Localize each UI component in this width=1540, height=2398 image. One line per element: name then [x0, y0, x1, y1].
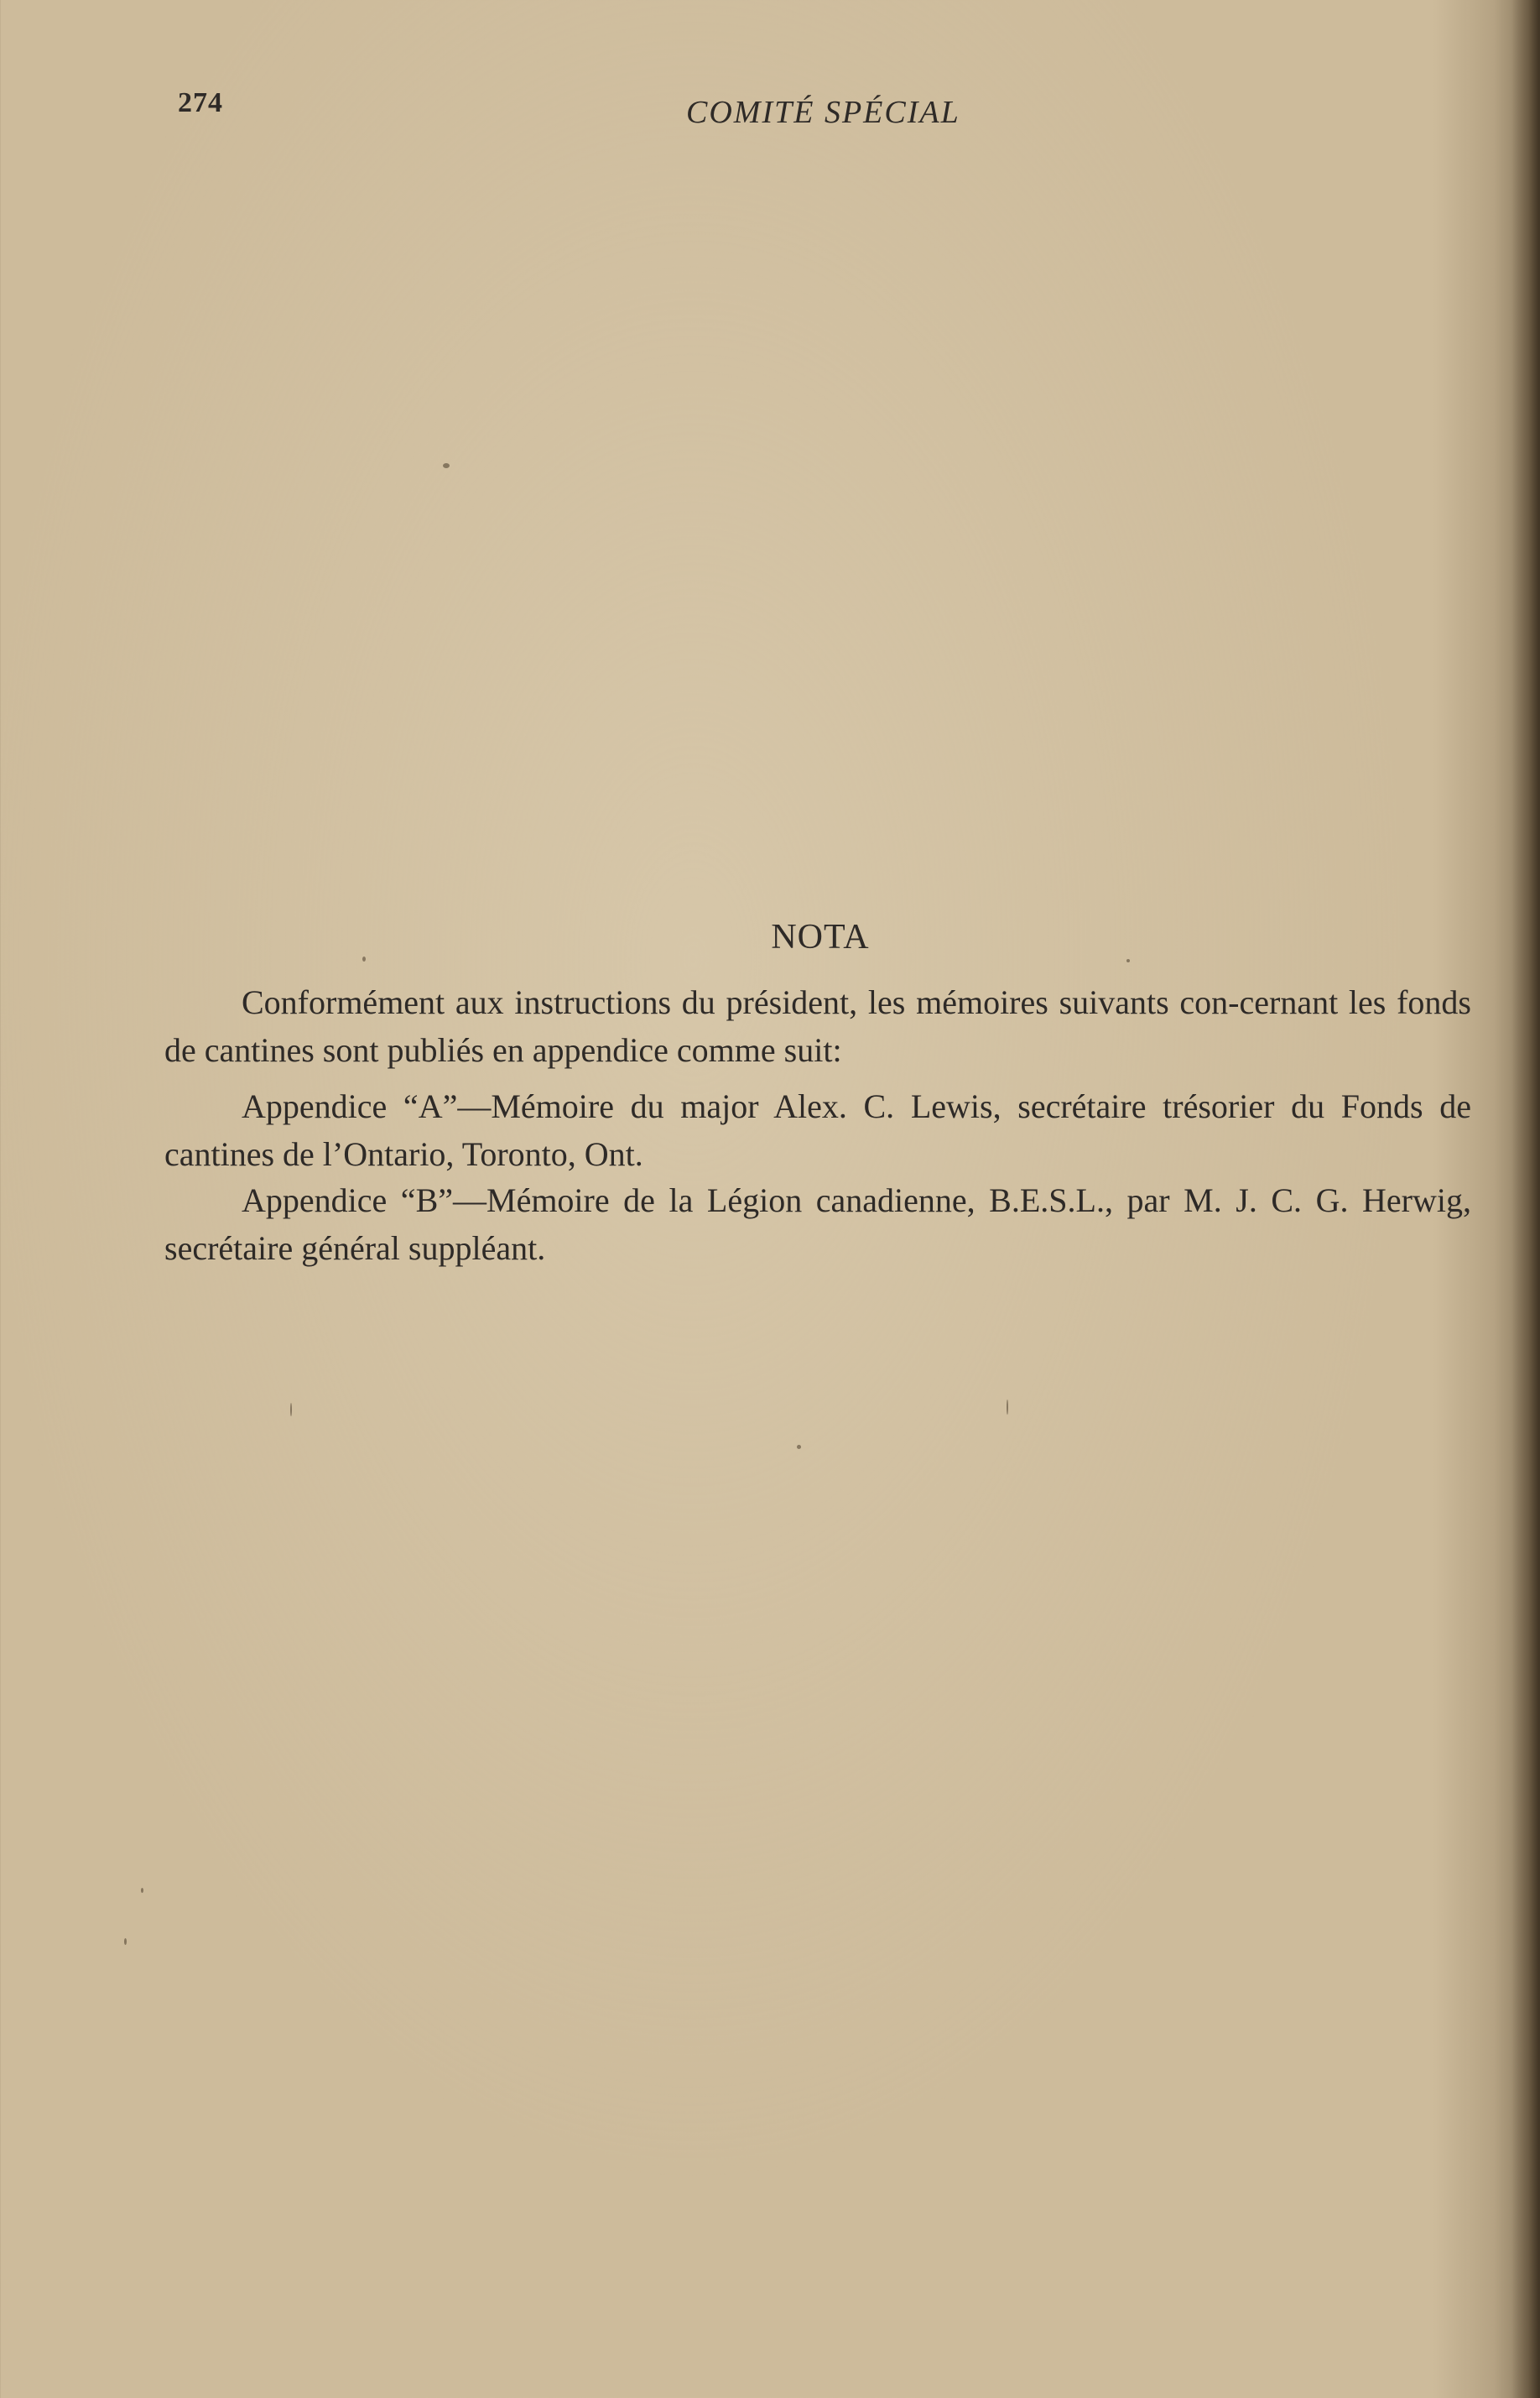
paragraph-appendix-a-text: Appendice “A”—Mémoire du major Alex. C. Lewis, secrétaire trésorier du Fonds de cantines de l’Ontario, Toronto, Ont.: [164, 1087, 1471, 1173]
paper-speck: [362, 957, 366, 962]
paper-speck: [290, 1403, 292, 1416]
paper-speck: [443, 463, 450, 468]
paper-speck: [141, 1888, 143, 1893]
paragraph-appendix-b-text: Appendice “B”—Mémoire de la Légion canadienne, B.E.S.L., par M. J. C. G. Herwig, secrétaire général suppléant.: [164, 1181, 1471, 1267]
paper-speck: [1007, 1400, 1008, 1415]
section-title: NOTA: [771, 918, 870, 957]
page-number: 274: [178, 87, 223, 118]
paragraph-intro-text: Conformément aux instructions du président, les mémoires suivants con-cernant les fonds de cantines sont publiés en appendice comme suit:: [164, 983, 1471, 1069]
paper-speck: [1126, 959, 1130, 962]
paper-speck: [797, 1445, 801, 1449]
paper-speck: [124, 1938, 127, 1945]
paragraph-intro: [164, 978, 1471, 1074]
paragraph-appendix-b: [164, 1176, 1471, 1272]
running-head: COMITÉ SPÉCIAL: [686, 95, 960, 130]
page-binding-shadow: [1511, 0, 1540, 2398]
paragraph-appendix-a: [164, 1082, 1471, 1178]
